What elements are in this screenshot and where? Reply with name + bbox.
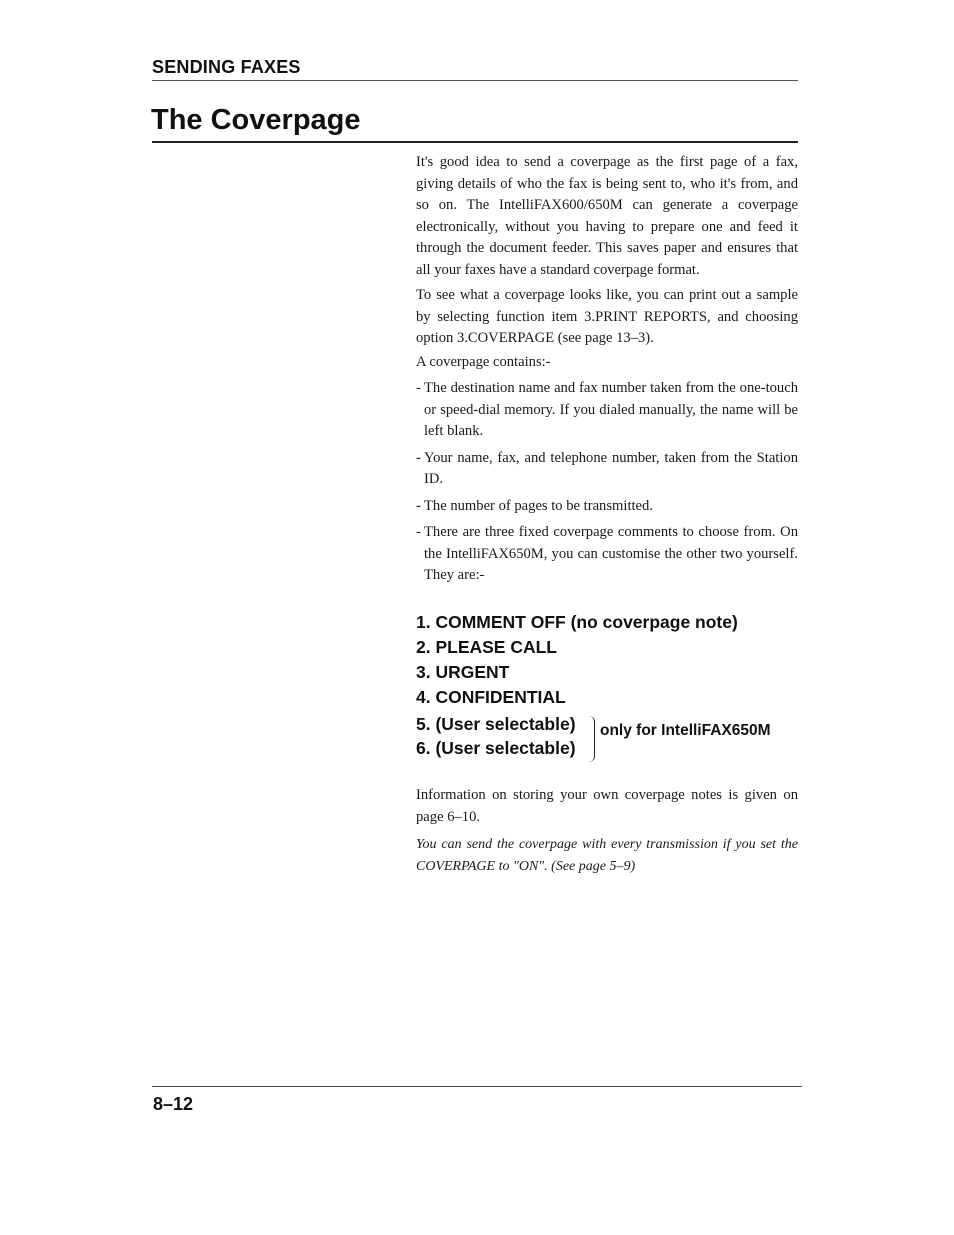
contains-intro: A coverpage contains:- [416, 354, 551, 370]
list-item: - The number of pages to be transmitted. [416, 496, 798, 518]
comment-item: 1. COMMENT OFF (no coverpage note) [416, 612, 738, 632]
list-item: - Your name, fax, and telephone number, taken from the Station ID. [416, 449, 798, 487]
comment-item: 3. URGENT [416, 662, 510, 682]
bullet-dash: - [416, 380, 421, 396]
comment-item: 4. CONFIDENTIAL [416, 687, 566, 707]
title-rule [152, 141, 798, 143]
footer-rule [152, 1086, 802, 1087]
coverpage-comments-list [416, 610, 738, 710]
intro-paragraph: It's good idea to send a coverpage as the first page of a fax, giving details of who the fax is being sent to, who it's from, and so on. The IntelliFAX600/650M can generate a coverpage electronically, without you having to prepare one and feed it through the document feeder. This saves paper and ensures that all your faxes have a standard coverpage format. [416, 154, 798, 278]
section-label: SENDING FAXES [152, 57, 301, 77]
comment-item: 2. PLEASE CALL [416, 637, 557, 657]
page-number: 8–12 [153, 1094, 194, 1114]
list-item: - The destination name and fax number taken from the one-touch or speed-dial memory. If you dialed manually, the name will be left blank. [416, 380, 798, 439]
list-item: - There are three fixed coverpage comments to choose from. On the IntelliFAX650M, you can customise the other two yourself. They are:- [416, 524, 798, 583]
comment-item: 6. (User selectable) [416, 738, 576, 758]
user-selectable-note: only for IntelliFAX650M [600, 722, 771, 739]
user-selectable-group [416, 712, 576, 760]
page-title: The Coverpage [151, 104, 361, 136]
print-sample-paragraph: To see what a coverpage looks like, you can print out a sample by selecting function item 3.PRINT REPORTS, and choosing option 3.COVERPAGE (see page 13–3). [416, 287, 798, 346]
comment-item: 5. (User selectable) [416, 714, 576, 734]
bullet-dash: - [416, 524, 421, 540]
bullet-dash: - [416, 497, 421, 514]
curly-brace [588, 716, 595, 762]
coverpage-contents-list [416, 378, 798, 592]
storing-info-paragraph: Information on storing your own coverpage notes is given on page 6–10. [416, 787, 798, 825]
header-rule [152, 80, 798, 81]
bullet-dash: - [416, 449, 421, 466]
tip-note: You can send the coverpage with every transmission if you set the COVERPAGE to "ON". (See page 5–9) [416, 837, 798, 874]
